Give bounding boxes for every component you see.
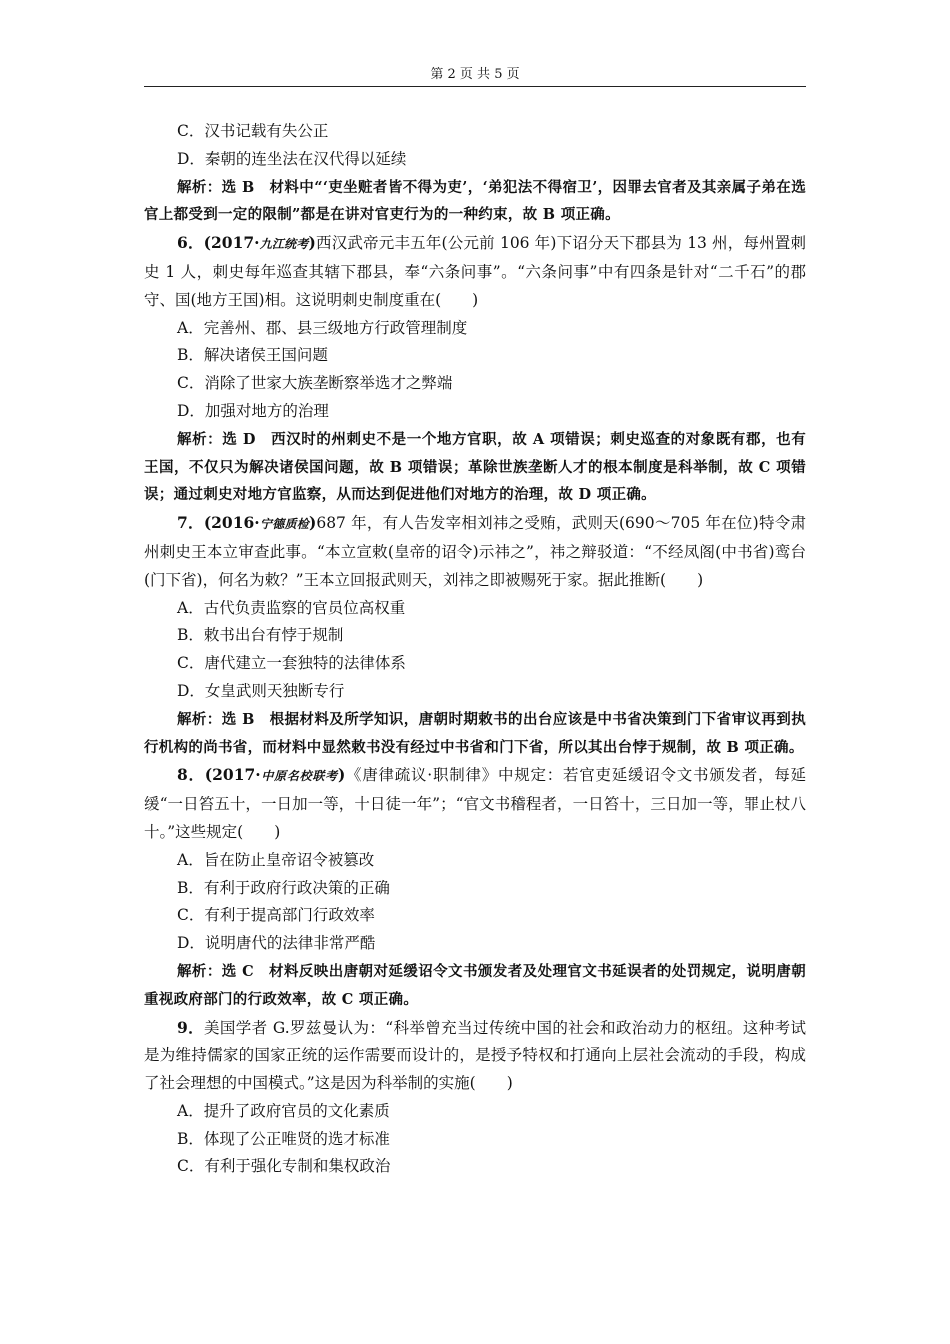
question-source-close: ) xyxy=(308,233,316,253)
analysis-text: 选 B 材料中“‘吏坐赃者皆不得为吏’，‘弟犯法不得宿卫’，因罪去官者及其亲属子弟在选官上都受到一定的限制”都是在讲对官吏行为的一种约束，故 B 项正确。 xyxy=(144,178,807,224)
option-6b: B．解决诸侯王国问题 xyxy=(177,346,328,365)
question-number: 9． xyxy=(177,1017,205,1037)
question-year: (2017· xyxy=(204,765,261,785)
analysis-text: 选 C 材料反映出唐朝对延缓诏令文书颁发者及处理官文书延误者的处罚规定，说明唐朝重视政府部门的行政效率，故 C 项正确。 xyxy=(144,962,806,1008)
option-8d: D．说明唐代的法律非常严酷 xyxy=(177,934,376,953)
question-text: 西汉武帝元丰五年(公元前 106 年)下诏分天下郡县为 13 州，每州置刺史 1 人，刺史每年巡查其辖下郡县，奉“六条问事”。“六条问事”中有四条是针对“二千石”的郡守、国(地方王国)相。这说明刺史制度重在( ) xyxy=(144,234,806,309)
option-9a: A．提升了政府官员的文化素质 xyxy=(177,1101,390,1120)
option-7c: C．唐代建立一套独特的法律体系 xyxy=(177,654,406,673)
question-source-close: ) xyxy=(337,765,346,785)
question-number: 7． xyxy=(177,513,204,533)
question-number: 6． xyxy=(177,233,204,253)
analysis-text: 选 D 西汉时的州刺史不是一个地方官职，故 A 项错误；刺史巡查的对象既有郡，也有王国，不仅只为解决诸侯国问题，故 B 项错误；革除世族垄断人才的根本制度是科举制，故 C 项错误；通过刺史对地方官监察，从而达到促进他们对地方的治理，故 D 项正确。 xyxy=(144,430,807,504)
analysis-text: 选 B 根据材料及所学知识，唐朝时期敕书的出台应该是中书省决策到门下省审议再到执行机构的尚书省，而材料中显然敕书没有经过中书省和门下省，所以其出台悖于规制，故 B 项正确。 xyxy=(144,710,806,756)
option-7a: A．古代负责监察的官员位高权重 xyxy=(177,598,406,617)
option-7d: D．女皇武则天独断专行 xyxy=(177,681,345,700)
option-8c: C．有利于提高部门行政效率 xyxy=(177,906,375,925)
analysis-label: 解析： xyxy=(177,962,222,980)
option-6a: A．完善州、郡、县三级地方行政管理制度 xyxy=(177,318,468,337)
question-source-close: ) xyxy=(308,513,317,533)
question-8 xyxy=(144,761,806,846)
analysis-label: 解析： xyxy=(177,710,222,728)
option-5c: C．汉书记载有失公正 xyxy=(177,122,329,140)
question-9 xyxy=(144,1014,806,1098)
option-9c: C．有利于强化专制和集权政治 xyxy=(177,1157,391,1176)
option-9b: B．体现了公正唯贤的选才标准 xyxy=(177,1129,390,1148)
question-6 xyxy=(144,229,806,314)
question-text: 美国学者 G.罗兹曼认为：“科举曾充当过传统中国的社会和政治动力的枢纽。这种考试是为维持儒家的国家正统的运作需要而设计的，是授予特权和打通向上层社会流动的手段，构成了社会理想的中国模式。”这是因为科举制的实施( ) xyxy=(144,1018,806,1093)
option-6c: C．消除了世家大族垄断察举选才之弊端 xyxy=(177,374,453,393)
option-8b: B．有利于政府行政决策的正确 xyxy=(177,878,390,897)
option-5d: D．秦朝的连坐法在汉代得以延续 xyxy=(177,149,407,168)
analysis-8 xyxy=(144,958,806,1014)
question-year: (2016· xyxy=(203,513,260,533)
analysis-6 xyxy=(144,426,806,509)
analysis-5 xyxy=(144,174,806,230)
question-source: 九江统考 xyxy=(259,237,309,252)
page-header xyxy=(144,64,806,87)
question-year: (2017· xyxy=(203,233,260,253)
page-number-label: 第 2 页 共 5 页 xyxy=(430,67,520,82)
option-6d: D．加强对地方的治理 xyxy=(177,401,329,420)
analysis-7 xyxy=(144,706,806,762)
analysis-label: 解析： xyxy=(177,430,223,448)
option-8a: A．旨在防止皇帝诏令被篡改 xyxy=(177,850,375,869)
question-source: 宁德质检 xyxy=(259,517,309,532)
question-number: 8． xyxy=(177,765,205,785)
question-text: 《唐律疏议·职制律》中规定：若官吏延缓诏令文书颁发者，每延缓“一日笞五十，一日加一等，十日徒一年”；“官文书稽程者，一日笞十，三日加一等，罪止杖八十。”这些规定( ) xyxy=(144,766,806,841)
analysis-label: 解析： xyxy=(177,178,222,196)
question-source: 中原名校联考 xyxy=(260,769,338,784)
option-7b: B．敕书出台有悖于规制 xyxy=(177,626,344,645)
document-body xyxy=(144,118,806,1181)
question-7 xyxy=(144,509,806,594)
question-text: 687 年，有人告发宰相刘祎之受贿，武则天(690～705 年在位)特令肃州刺史王本立审查此事。“本立宣敕(皇帝的诏令)示祎之”，祎之辩驳道：“不经凤阁(中书省)鸾台(门下省)，何名为敕？”王本立回报武则天，刘祎之即被赐死于家。据此推断( ) xyxy=(144,514,806,589)
